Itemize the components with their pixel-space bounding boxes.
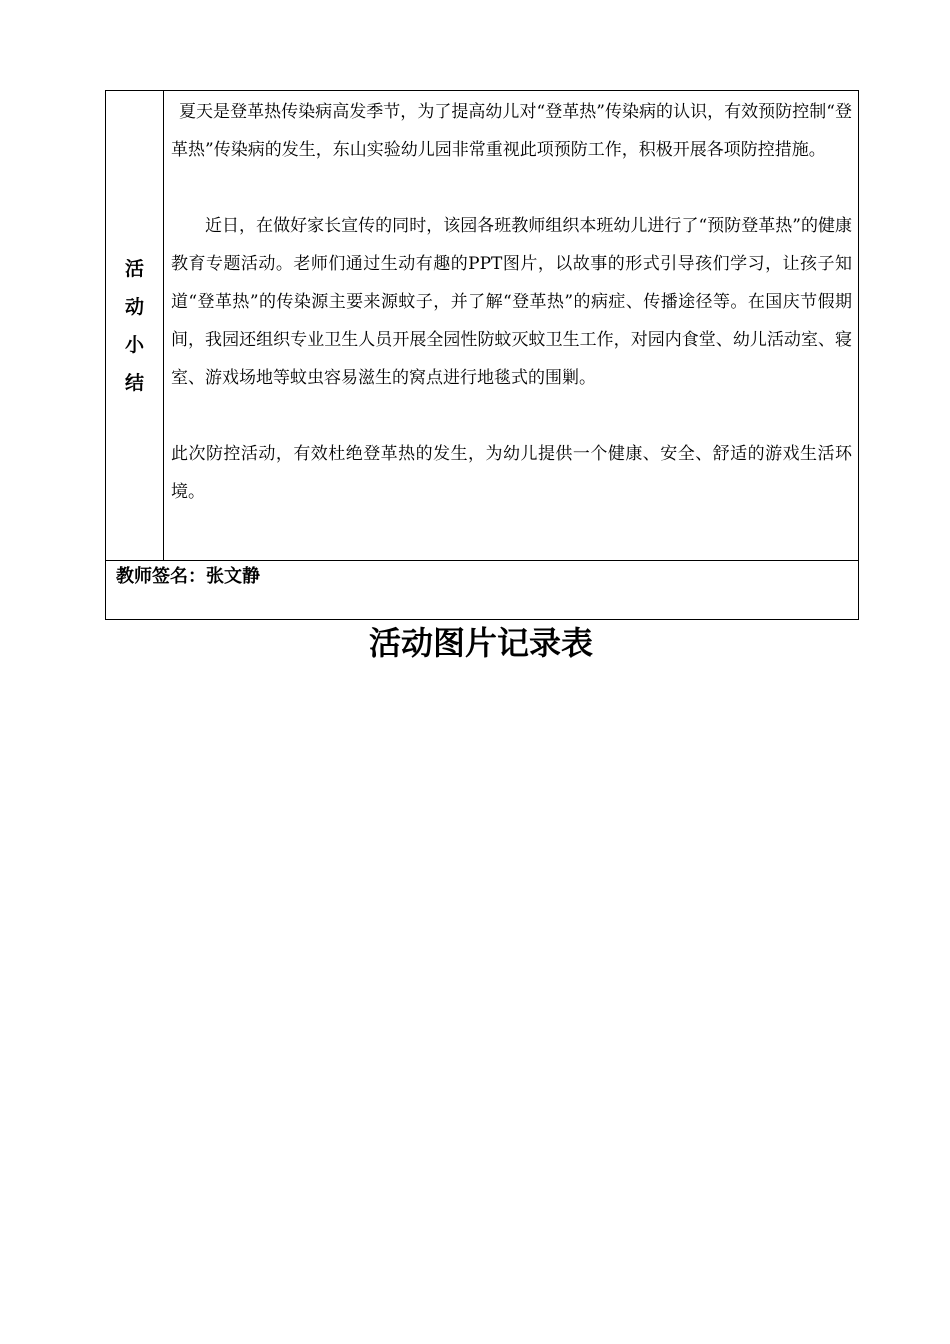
label-char: 结 bbox=[124, 371, 144, 394]
page-title-text: 活动图片记录表 bbox=[368, 624, 593, 662]
summary-paragraph-intro: 夏天是登革热传染病高发季节，为了提高幼儿对“登革热”传染病的认识，有效预防控制“登革热”传染病的发生，东山实验幼儿园非常重视此项预防工作，积极开展各项防控措施。 bbox=[171, 102, 852, 160]
label-char: 活 bbox=[124, 257, 144, 280]
summary-paragraph-conclusion: 此次防控活动，有效杜绝登革热的发生，为幼儿提供一个健康、安全、舒适的游戏生活环境。 bbox=[171, 444, 852, 502]
activity-summary-content bbox=[164, 91, 858, 560]
page-title bbox=[0, 620, 950, 666]
label-char: 动 bbox=[124, 295, 144, 318]
label-char: 小 bbox=[124, 333, 144, 356]
activity-summary-row bbox=[106, 91, 858, 561]
teacher-signature-row bbox=[106, 561, 858, 619]
teacher-signature: 教师签名：张文静 bbox=[116, 566, 260, 587]
activity-summary-label bbox=[106, 91, 164, 560]
activity-record-table bbox=[105, 90, 859, 620]
summary-paragraph-activity: 近日，在做好家长宣传的同时，该园各班教师组织本班幼儿进行了“预防登革热”的健康教育专题活动。老师们通过生动有趣的PPT图片，以故事的形式引导孩们学习，让孩子知道“登革热”的传染源主要来源蚊子，并了解“登革热”的病症、传播途径等。在国庆节假期间，我园还组织专业卫生人员开展全园性防蚊灭蚊卫生工作，对园内食堂、幼儿活动室、寝室、游戏场地等蚊虫容易滋生的窝点进行地毯式的围剿。 bbox=[171, 216, 852, 388]
